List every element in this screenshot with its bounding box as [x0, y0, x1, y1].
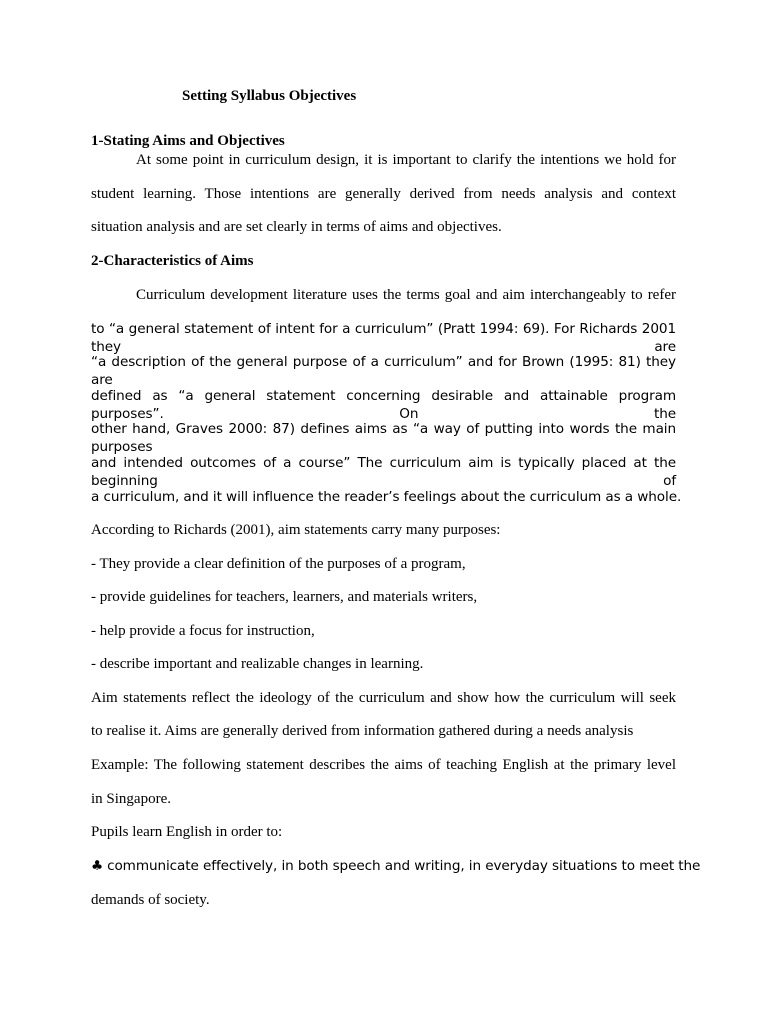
section1-paragraph-line: student learning. Those intentions are generally derived from needs analysis and context: [91, 186, 676, 202]
section2-paragraph-line: to “a general statement of intent for a curriculum” (Pratt 1994: 69). For Richards 2001 they are: [91, 321, 676, 355]
purpose-item: - provide guidelines for teachers, learners, and materials writers,: [91, 589, 478, 605]
document-title: Setting Syllabus Objectives: [182, 88, 357, 104]
purpose-item: - help provide a focus for instruction,: [91, 623, 315, 639]
example-line: Example: The following statement describes the aims of teaching English at the primary level: [91, 757, 676, 773]
aims-paragraph-line: Aim statements reflect the ideology of the curriculum and show how the curriculum will seek: [91, 690, 676, 706]
aims-paragraph-line: to realise it. Aims are generally derived from information gathered during a needs analysis: [91, 723, 634, 739]
bullet-item: [91, 857, 701, 875]
section2-paragraph-line: “a description of the general purpose of a curriculum” and for Brown (1995: 81) they are: [91, 354, 676, 388]
section1-paragraph-line: situation analysis and are set clearly in terms of aims and objectives.: [91, 219, 502, 235]
section1-paragraph-line: At some point in curriculum design, it is important to clarify the intentions we hold for: [136, 152, 676, 168]
section2-paragraph-line: Curriculum development literature uses the terms goal and aim interchangeably to refer: [136, 287, 676, 303]
bullet-text-continued: demands of society.: [91, 892, 210, 908]
section2-heading: 2-Characteristics of Aims: [91, 253, 254, 269]
example-line: in Singapore.: [91, 791, 171, 807]
purpose-item: - They provide a clear definition of the purposes of a program,: [91, 556, 466, 572]
section1-heading: 1-Stating Aims and Objectives: [91, 133, 285, 149]
section2-paragraph-line: other hand, Graves 2000: 87) defines aims as “a way of putting into words the main purposes: [91, 421, 676, 455]
purpose-item: - describe important and realizable changes in learning.: [91, 656, 424, 672]
section2-paragraph-line: defined as “a general statement concerning desirable and attainable program purposes”. On the: [91, 388, 676, 422]
bullet-text: communicate effectively, in both speech and writing, in everyday situations to meet the: [107, 858, 701, 874]
purposes-intro: According to Richards (2001), aim statements carry many purposes:: [91, 522, 501, 538]
pupils-intro: Pupils learn English in order to:: [91, 824, 283, 840]
club-bullet-icon: ♣: [91, 858, 104, 874]
section2-paragraph-line: a curriculum, and it will influence the reader’s feelings about the curriculum as a whole.: [91, 489, 682, 505]
section2-paragraph-line: and intended outcomes of a course” The curriculum aim is typically placed at the beginning of: [91, 455, 676, 489]
